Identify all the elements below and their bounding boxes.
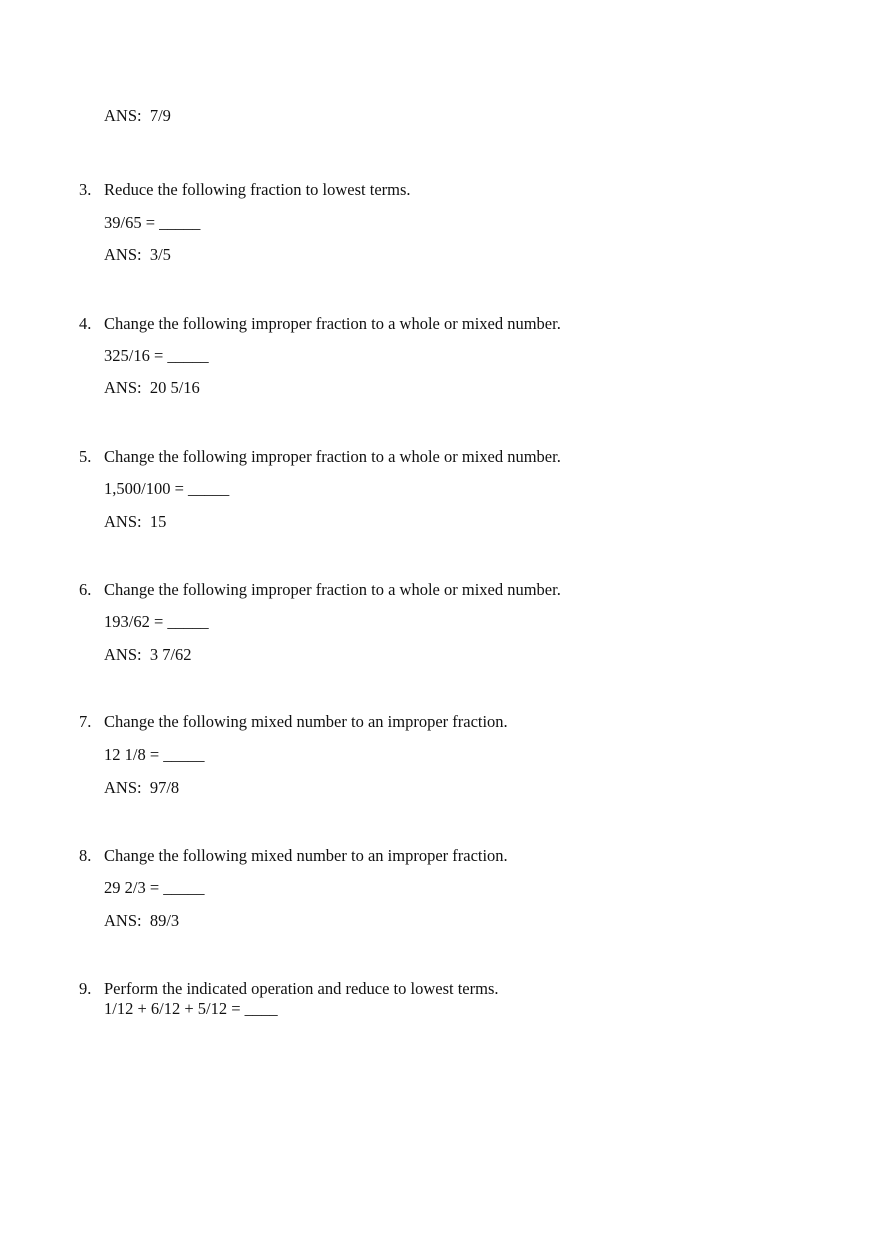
question-expression: 1/12 + 6/12 + 5/12 = ____ <box>104 999 278 1018</box>
question-expression: 325/16 = _____ <box>104 346 209 365</box>
question-expression: 39/65 = _____ <box>104 213 201 232</box>
question-number: 5. <box>79 447 92 466</box>
question-prompt: Change the following mixed number to an improper fraction. <box>104 712 508 731</box>
question-number: 9. <box>79 979 92 998</box>
question-expression: 1,500/100 = _____ <box>104 479 230 498</box>
question-answer: ANS: 3 7/62 <box>104 645 192 664</box>
question-number: 4. <box>79 314 92 333</box>
question-number: 8. <box>79 846 92 865</box>
question-answer: ANS: 3/5 <box>104 245 171 264</box>
question-prompt: Perform the indicated operation and reduce to lowest terms. <box>104 979 499 998</box>
question-prompt: Change the following improper fraction to a whole or mixed number. <box>104 580 561 599</box>
question-prompt: Change the following improper fraction to a whole or mixed number. <box>104 447 561 466</box>
question-prompt: Reduce the following fraction to lowest terms. <box>104 180 411 199</box>
question-prompt: Change the following improper fraction to a whole or mixed number. <box>104 314 561 333</box>
question-answer: ANS: 15 <box>104 512 167 531</box>
question-number: 3. <box>79 180 92 199</box>
question-number: 6. <box>79 580 92 599</box>
answer-previous: ANS: 7/9 <box>104 106 171 125</box>
question-expression: 193/62 = _____ <box>104 612 209 631</box>
question-expression: 29 2/3 = _____ <box>104 878 205 897</box>
question-answer: ANS: 89/3 <box>104 911 180 930</box>
question-number: 7. <box>79 712 92 731</box>
question-answer: ANS: 97/8 <box>104 778 180 797</box>
question-prompt: Change the following mixed number to an improper fraction. <box>104 846 508 865</box>
question-expression: 12 1/8 = _____ <box>104 745 205 764</box>
question-answer: ANS: 20 5/16 <box>104 378 200 397</box>
